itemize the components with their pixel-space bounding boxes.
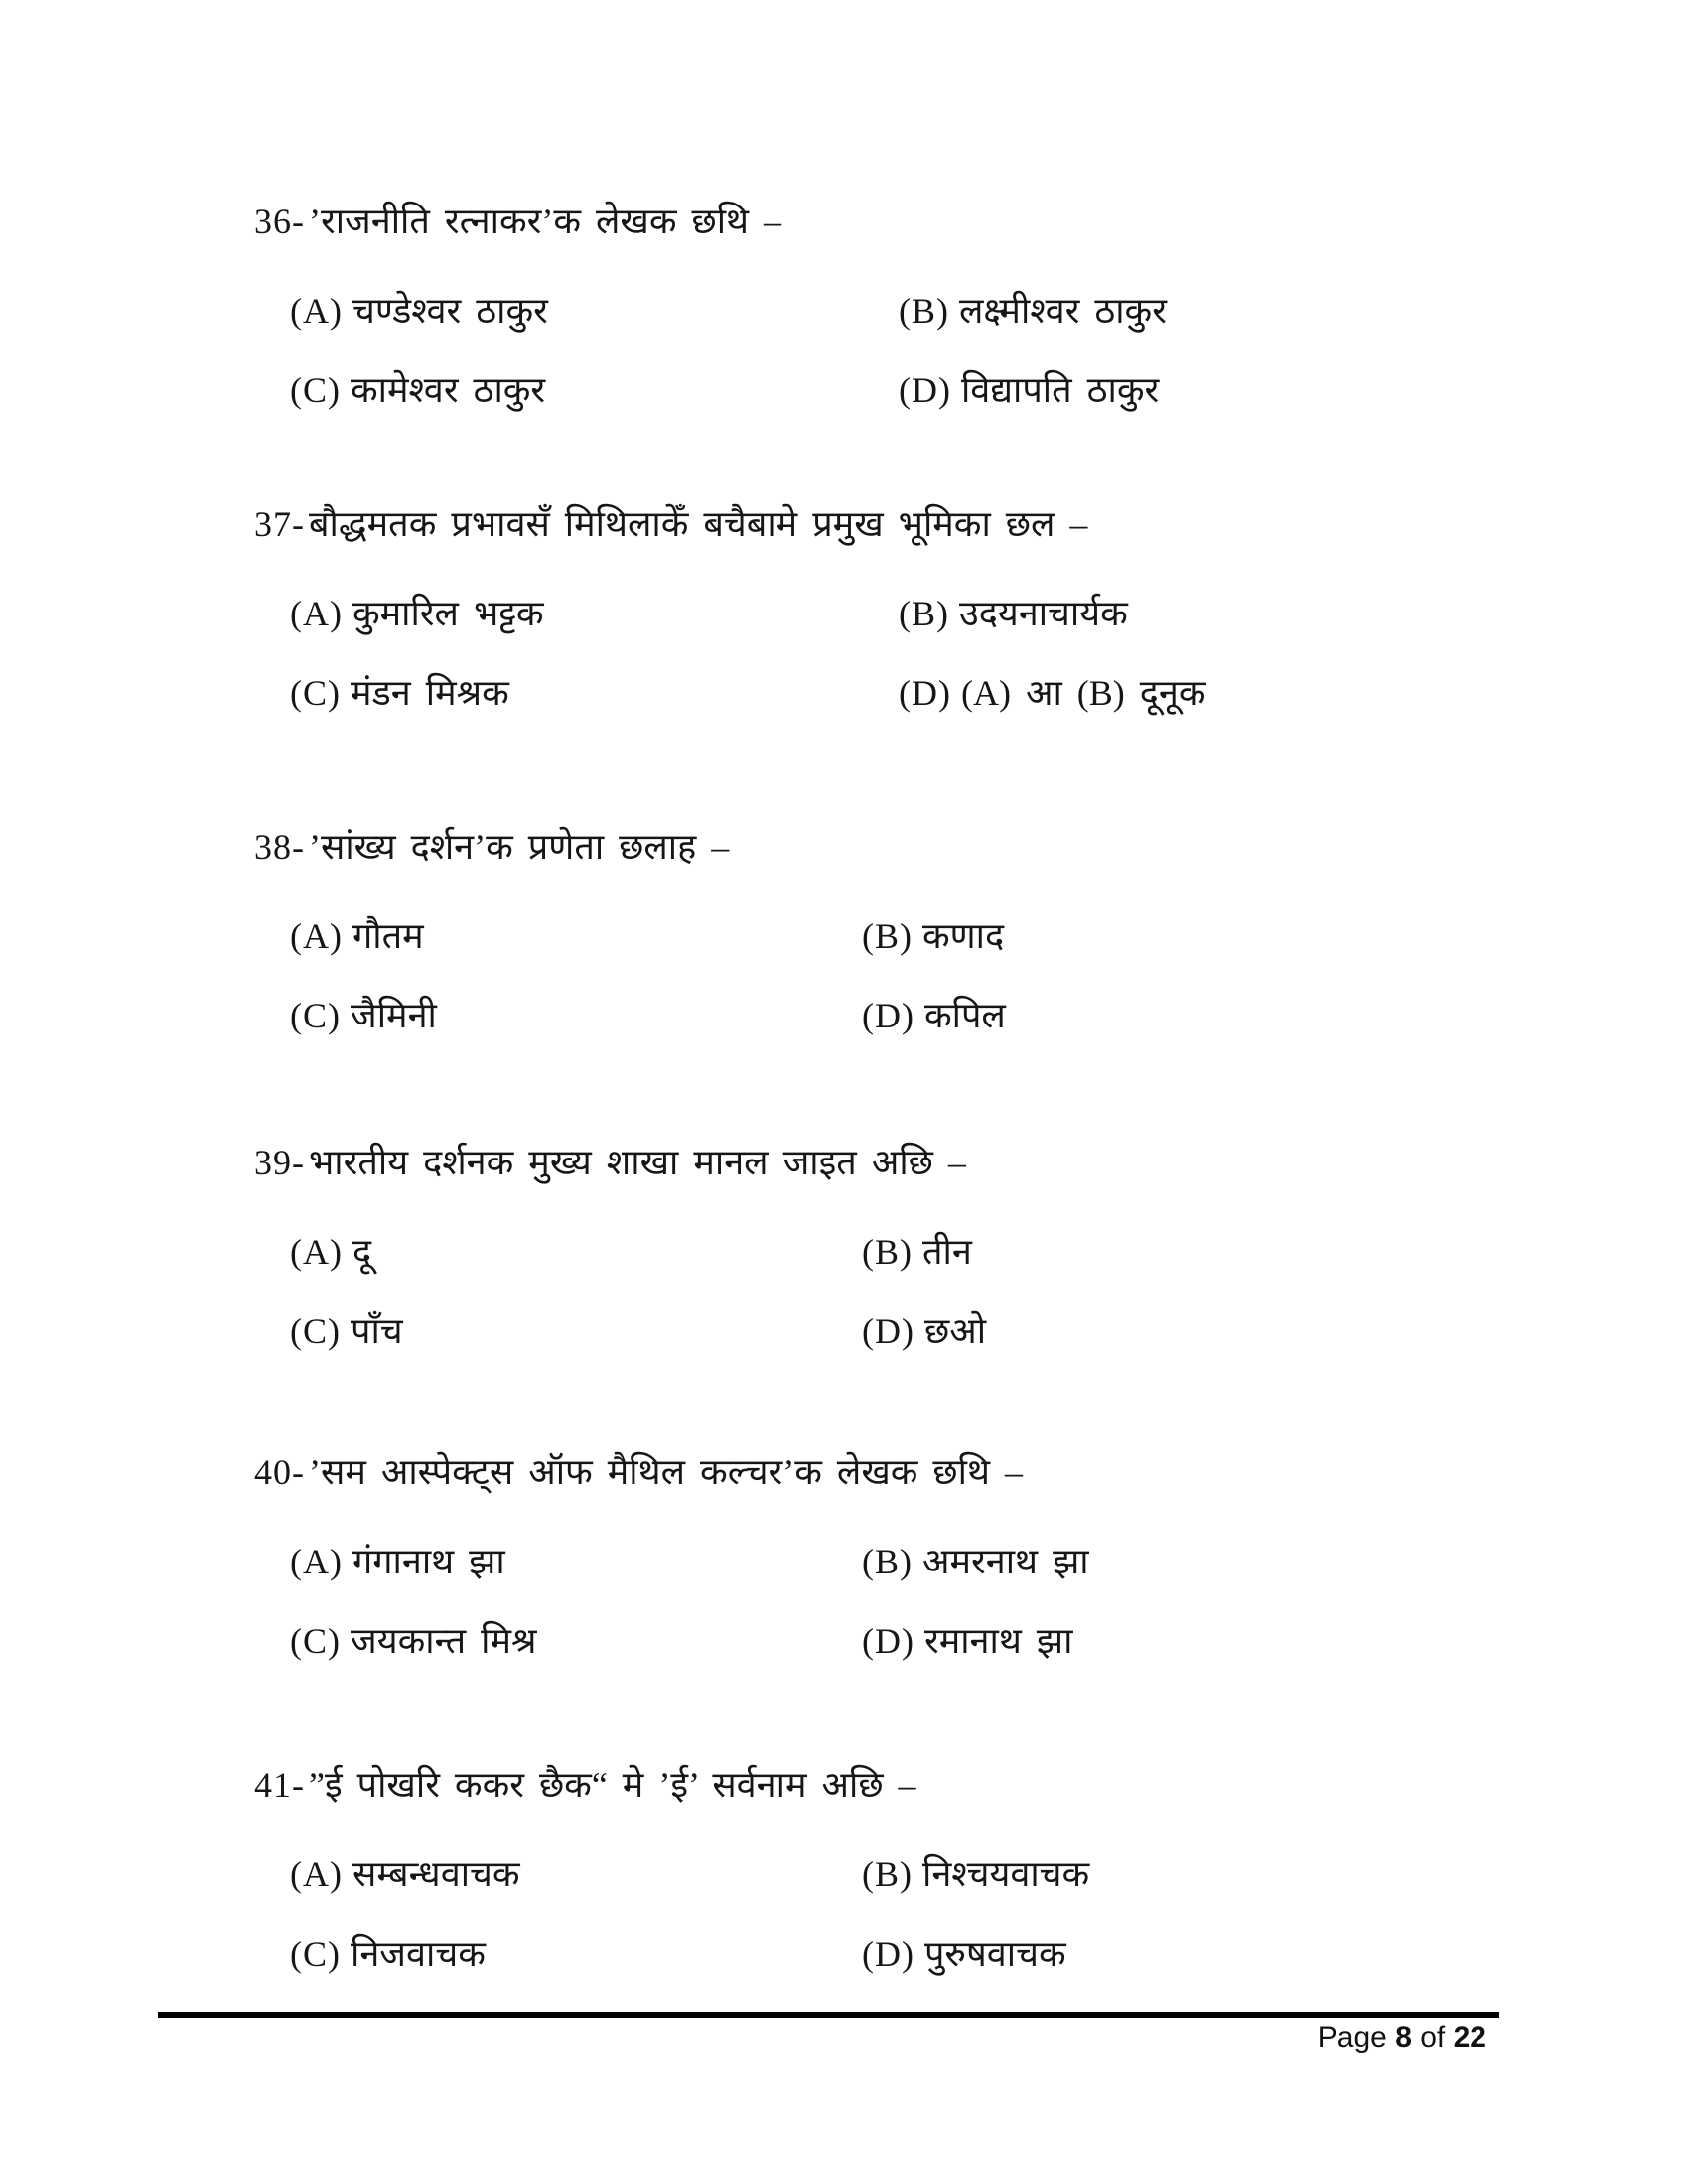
footer-total-pages: 22: [1453, 2021, 1486, 2054]
option-a: [290, 1539, 862, 1584]
option-label: (B): [862, 916, 913, 956]
footer-page-label: Page: [1317, 2021, 1387, 2054]
option-label: (A): [290, 594, 343, 633]
option-d: [862, 1618, 1505, 1664]
option-b: [899, 591, 1505, 636]
question-text: ”ई पोखरि ककर छैक“ मे ’ई’ सर्वनाम अछि –: [309, 1765, 916, 1805]
option-b: [862, 1539, 1505, 1584]
option-text: उदयनाचार्यक: [959, 594, 1128, 633]
question-line: [254, 501, 1505, 547]
option-label: (B): [899, 594, 949, 633]
option-label: (B): [862, 1854, 913, 1894]
question-text: ’सम आस्पेक्ट्स ऑफ मैथिल कल्चर’क लेखक छथि –: [309, 1452, 1023, 1492]
option-c: [290, 1308, 862, 1354]
option-b: [862, 913, 1505, 959]
option-label: (A): [290, 1232, 343, 1272]
question-36: [254, 199, 1505, 413]
option-text: जयकान्त मिश्र: [351, 1621, 537, 1661]
option-b: [862, 1229, 1505, 1275]
option-a: [290, 1229, 862, 1275]
option-text: गंगानाथ झा: [352, 1542, 505, 1581]
question-text: ’सांख्य दर्शन’क प्रणेता छलाह –: [309, 827, 730, 867]
question-37: [254, 501, 1505, 716]
options-grid: [290, 591, 1505, 716]
option-text: रमानाथ झा: [923, 1621, 1073, 1661]
option-label: (C): [290, 1934, 341, 1974]
option-c: [290, 670, 899, 716]
footer-of-label: of: [1420, 2021, 1446, 2054]
option-text: कामेश्वर ठाकुर: [351, 370, 546, 410]
option-text: (A) आ (B) दूनूक: [960, 673, 1206, 713]
question-text: बौद्धमतक प्रभावसँ मिथिलाकेँ बचैबामे प्रमुख भूमिका छल –: [309, 504, 1088, 544]
option-text: सम्बन्धवाचक: [352, 1854, 520, 1894]
options-grid: [290, 1539, 1505, 1664]
option-d: [899, 670, 1505, 716]
option-label: (C): [290, 1311, 341, 1351]
option-text: छओ: [923, 1311, 987, 1351]
option-label: (D): [862, 1311, 914, 1351]
question-number: 39-: [254, 1143, 305, 1182]
option-a: [290, 913, 862, 959]
question-text: ’राजनीति रत्नाकर’क लेखक छथि –: [309, 202, 782, 241]
option-text: तीन: [922, 1232, 972, 1272]
question-line: [254, 1449, 1505, 1495]
option-text: गौतम: [352, 916, 424, 956]
options-grid: [290, 1851, 1505, 1977]
option-c: [290, 1618, 862, 1664]
question-line: [254, 1140, 1505, 1185]
option-text: पाँच: [351, 1311, 403, 1351]
option-d: [899, 367, 1505, 413]
option-b: [862, 1851, 1505, 1897]
option-label: (B): [899, 291, 949, 331]
option-text: पुरुषवाचक: [923, 1934, 1066, 1974]
footer-page-number: 8: [1395, 2021, 1412, 2054]
question-number: 40-: [254, 1452, 305, 1492]
question-text: भारतीय दर्शनक मुख्य शाखा मानल जाइत अछि –: [309, 1143, 966, 1182]
option-label: (D): [899, 370, 951, 410]
option-d: [862, 1308, 1505, 1354]
option-text: निजवाचक: [351, 1934, 486, 1974]
option-text: दू: [352, 1232, 372, 1272]
option-label: (A): [290, 916, 343, 956]
option-d: [862, 993, 1505, 1038]
option-c: [290, 993, 862, 1038]
option-text: चण्डेश्वर ठाकुर: [352, 291, 548, 331]
option-label: (A): [290, 1854, 343, 1894]
options-grid: [290, 288, 1505, 413]
question-38: [254, 824, 1505, 1038]
page-footer: [1318, 2021, 1486, 2055]
option-label: (A): [290, 291, 343, 331]
option-a: [290, 591, 899, 636]
option-label: (C): [290, 1621, 341, 1661]
option-b: [899, 288, 1505, 334]
option-a: [290, 288, 899, 334]
option-text: अमरनाथ झा: [922, 1542, 1089, 1581]
options-grid: [290, 913, 1505, 1038]
option-label: (C): [290, 370, 341, 410]
option-label: (C): [290, 673, 341, 713]
options-grid: [290, 1229, 1505, 1354]
option-label: (B): [862, 1232, 913, 1272]
question-number: 41-: [254, 1765, 305, 1805]
footer-rule: [158, 2012, 1499, 2018]
option-label: (B): [862, 1542, 913, 1581]
option-label: (D): [862, 996, 914, 1035]
option-text: लक्ष्मीश्वर ठाकुर: [959, 291, 1167, 331]
question-line: [254, 199, 1505, 244]
option-c: [290, 1931, 862, 1977]
option-label: (A): [290, 1542, 343, 1581]
option-label: (D): [862, 1934, 914, 1974]
option-text: कपिल: [923, 996, 1006, 1035]
option-a: [290, 1851, 862, 1897]
question-number: 37-: [254, 504, 305, 544]
question-line: [254, 824, 1505, 870]
option-label: (D): [899, 673, 951, 713]
question-number: 38-: [254, 827, 305, 867]
question-40: [254, 1449, 1505, 1664]
option-text: विद्यापति ठाकुर: [960, 370, 1160, 410]
option-label: (D): [862, 1621, 914, 1661]
question-39: [254, 1140, 1505, 1354]
option-text: मंडन मिश्रक: [351, 673, 509, 713]
option-text: निश्चयवाचक: [922, 1854, 1090, 1894]
option-label: (C): [290, 996, 341, 1035]
question-41: [254, 1762, 1505, 1977]
option-d: [862, 1931, 1505, 1977]
question-line: [254, 1762, 1505, 1808]
option-text: कणाद: [922, 916, 1005, 956]
option-c: [290, 367, 899, 413]
option-text: जैमिनी: [351, 996, 437, 1035]
option-text: कुमारिल भट्टक: [352, 594, 544, 633]
question-number: 36-: [254, 202, 305, 241]
